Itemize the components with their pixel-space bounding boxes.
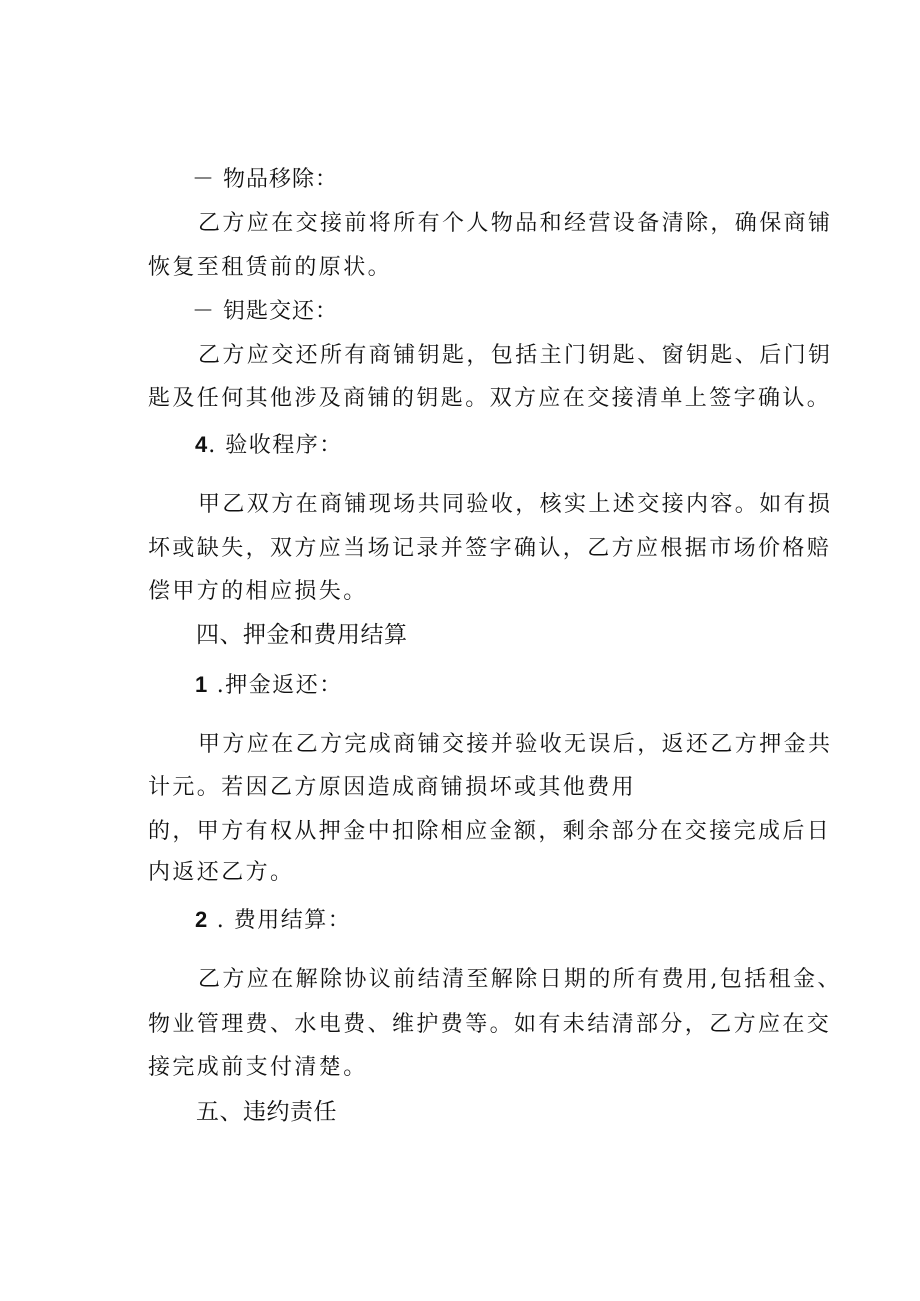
paragraph-line: 坏或缺失，双方应当场记录并签字确认，乙方应根据市场价格赔 bbox=[148, 536, 832, 561]
paragraph-line: 的，甲方有权从押金中扣除相应金额，剩余部分在交接完成后日 bbox=[148, 819, 832, 844]
section-heading-breach-liability: 五、违约责任 bbox=[196, 1099, 337, 1125]
deposit-heading bbox=[195, 670, 343, 701]
acceptance-number: 4 bbox=[195, 432, 209, 457]
key-return-label: － 钥匙交还： bbox=[192, 299, 338, 324]
paragraph-line: 计元。若因乙方原因造成商铺损坏或其他费用 bbox=[148, 775, 637, 800]
paragraph-line: 恢复至租赁前的原状。 bbox=[148, 255, 393, 280]
acceptance-title: . 验收程序： bbox=[208, 433, 343, 458]
item-removal-label: － 物品移除： bbox=[192, 167, 338, 192]
deposit-number: 1 bbox=[195, 672, 209, 697]
deposit-title: .押金返还： bbox=[208, 673, 343, 698]
fees-heading bbox=[195, 905, 351, 936]
paragraph-line: 内返还乙方。 bbox=[148, 860, 295, 885]
paragraph-line: 甲方应在乙方完成商铺交接并验收无误后，返还乙方押金共 bbox=[198, 732, 833, 757]
paragraph-line: 接完成前支付清楚。 bbox=[148, 1055, 368, 1080]
paragraph-line: 偿甲方的相应损失。 bbox=[148, 579, 368, 604]
section-heading-deposit-and-fees: 四、押金和费用结算 bbox=[196, 622, 408, 648]
fees-title: . 费用结算： bbox=[208, 908, 352, 933]
acceptance-heading bbox=[195, 430, 343, 461]
paragraph-line: 甲乙双方在商铺现场共同验收，核实上述交接内容。如有损 bbox=[198, 492, 833, 517]
paragraph-line: 乙方应交还所有商铺钥匙，包括主门钥匙、窗钥匙、后门钥 bbox=[198, 343, 833, 368]
fees-number: 2 bbox=[195, 907, 209, 932]
paragraph-line: 物业管理费、水电费、维护费等。如有未结清部分，乙方应在交 bbox=[148, 1012, 832, 1037]
paragraph-line: 乙方应在交接前将所有个人物品和经营设备清除，确保商铺 bbox=[198, 211, 833, 236]
paragraph-line: 匙及任何其他涉及商铺的钥匙。双方应在交接清单上签字确认。 bbox=[148, 386, 832, 411]
paragraph-line: 乙方应在解除协议前结清至解除日期的所有费用,包括租金、 bbox=[198, 967, 842, 992]
